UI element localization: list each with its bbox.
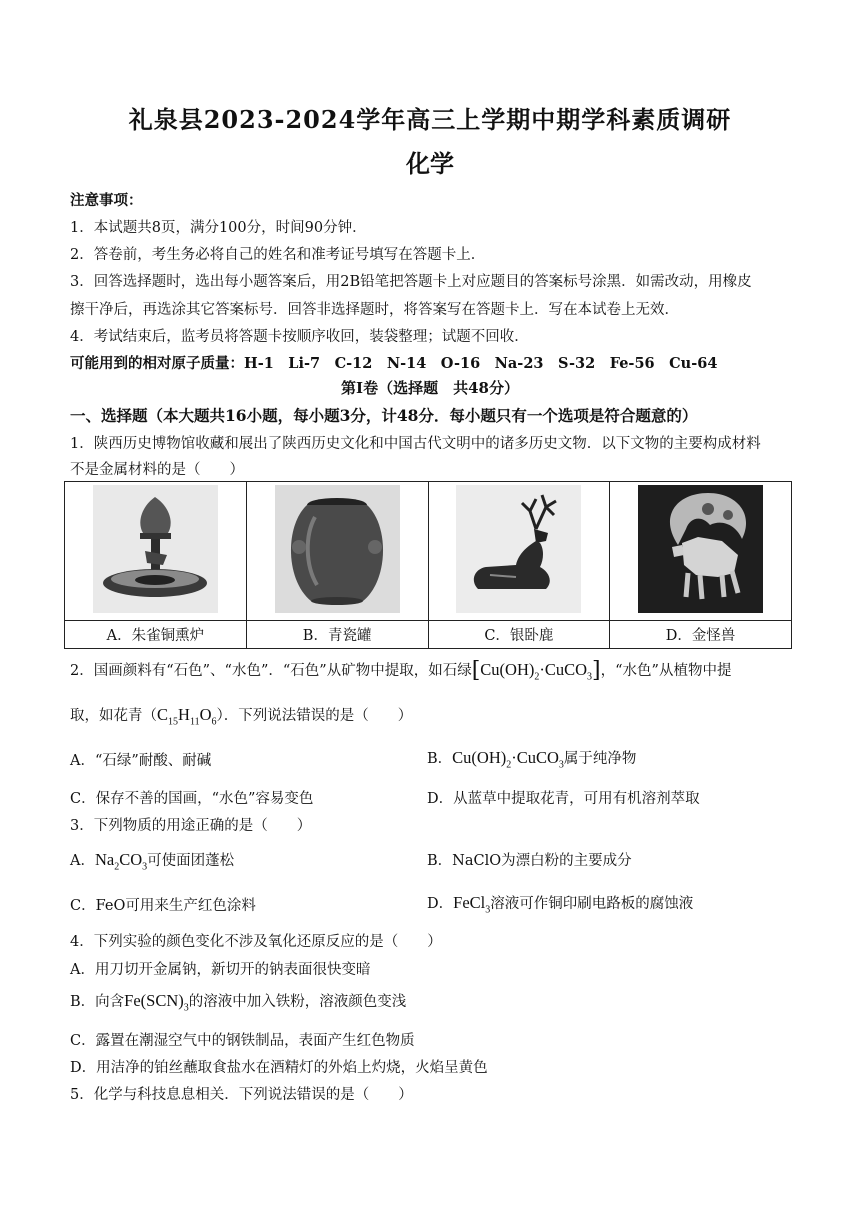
gold-beast-image [638,485,763,613]
q3-option-a [70,849,234,872]
celadon-jar-image [275,485,400,613]
q2-stem-part: ，“水色”从植物中提 [600,663,732,679]
formula-ferric-thiocyanate: $Fe(SCN)_3$ [124,991,189,1014]
q3-option-a-text: 可使面团蓬松 [147,853,235,869]
q2-option-a: A．“石绿”耐酸、耐碱 [70,753,212,769]
q1-option-d: D．金怪兽 [610,621,792,649]
subject-title: 化学 [406,149,454,178]
q3-option-d-label: D． [427,896,454,912]
q2-option-c: C．保存不善的国画，“水色”容易变色 [70,791,314,807]
formula-stone-green: $Cu(OH)_2\cdot CuCO_3$ [452,748,564,771]
q3-stem: 3．下列物质的用途正确的是（ ） [70,818,312,834]
formula-ferric-chloride: FeCl$_3$ [453,893,491,916]
q4-option-d: D．用洁净的铂丝蘸取食盐水在酒精灯的外焰上灼烧，火焰呈黄色 [70,1060,488,1076]
notice-item: 1．本试题共8页，满分100分，时间90分钟． [70,220,367,236]
q1-stem: 1．陕西历史博物馆收藏和展出了陕西历史文化和中国古代文明中的诸多历史文物．以下文物的主要构成材料 [70,436,761,452]
q4-option-a: A．用刀切开金属钠，新切开的钠表面很快变暗 [70,962,371,978]
q4-stem: 4．下列实验的颜色变化不涉及氧化还原反应的是（ ） [70,934,442,950]
q1-option-b: B．青瓷罐 [246,621,428,649]
bronze-censer-image [93,485,218,613]
notice-item: 2．答卷前，考生务必将自己的姓名和准考证号填写在答题卡上． [70,247,486,263]
q2-stem-part: 2．国画颜料有“石色”、“水色”．“石色”从矿物中提取，如石绿 [70,663,472,679]
q2-stem-cont [70,704,412,727]
q1-option-c: C．银卧鹿 [428,621,610,649]
q3-option-d [427,892,693,915]
q5-stem: 5．化学与科技息息相关．下列说法错误的是（ ） [70,1087,413,1103]
q2-option-b-label: B． [427,751,453,767]
q4-option-b-text: 的溶液中加入铁粉，溶液颜色变浅 [188,994,407,1010]
q3-option-b: B．NaClO为漂白粉的主要成分 [427,853,632,869]
section-heading: 一、选择题（本大题共16小题，每小题3分，计48分．每小题只有一个选项是符合题意的） [70,406,698,425]
q3-option-c: C．FeO可用来生产红色涂料 [70,898,256,914]
q1-image-cell [428,482,610,621]
formula-stone-green: $Cu(OH)_2\cdot CuCO_3$ [480,660,593,683]
q2-option-b [427,747,636,770]
q1-options-table [64,481,792,649]
formula-indigo: $C_{15}H_{11}O_6$ [157,705,217,728]
q1-image-cell [65,482,247,621]
bracket-open: [ [471,658,481,683]
q4-option-c: C．露置在潮湿空气中的钢铁制品，表面产生红色物质 [70,1033,415,1049]
notice-heading: 注意事项： [70,192,143,209]
q1-image-cell [610,482,792,621]
q2-stem [70,658,731,683]
q2-option-d: D．从蓝草中提取花青，可用有机溶剂萃取 [427,791,700,807]
q4-option-b-head: B．向含 [70,994,125,1010]
silver-deer-image [456,485,581,613]
q1-image-cell [246,482,428,621]
formula-sodium-carbonate: $Na_2CO_3$ [94,850,148,873]
q2-option-b-text: 属于纯净物 [563,751,637,767]
q1-option-a: A．朱雀铜熏炉 [65,621,247,649]
q3-option-d-text: 溶液可作铜印刷电路板的腐蚀液 [490,896,694,912]
bracket-close: ] [592,658,601,683]
notice-item: 擦干净后，再选涂其它答案标号．回答非选择题时，将答案写在答题卡上．写在本试卷上无效． [70,302,679,318]
q1-stem-cont: 不是金属材料的是（ ） [70,462,244,478]
q2-stem-part: 取，如花青（ [70,708,157,724]
exam-title: 礼泉县2023-2024学年高三上学期中期学科素质调研 [128,105,732,134]
notice-item: 4．考试结束后，监考员将答题卡按顺序收回，装袋整理；试题不回收． [70,329,529,345]
atomic-masses: 可能用到的相对原子质量：H-1 Li-7 C-12 N-14 O-16 Na-23 S-32 Fe-56 Cu-64 [70,355,718,372]
q3-option-a-label: A． [70,853,95,869]
q2-stem-part: ）．下列说法错误的是（ ） [216,708,413,724]
notice-item: 3．回答选择题时，选出每小题答案后，用2B铅笔把答题卡上对应题目的答案标号涂黑．如需改动，用橡皮 [70,274,752,290]
q4-option-b [70,990,406,1013]
part1-heading: 第Ⅰ卷（选择题 共48分） [341,379,519,397]
